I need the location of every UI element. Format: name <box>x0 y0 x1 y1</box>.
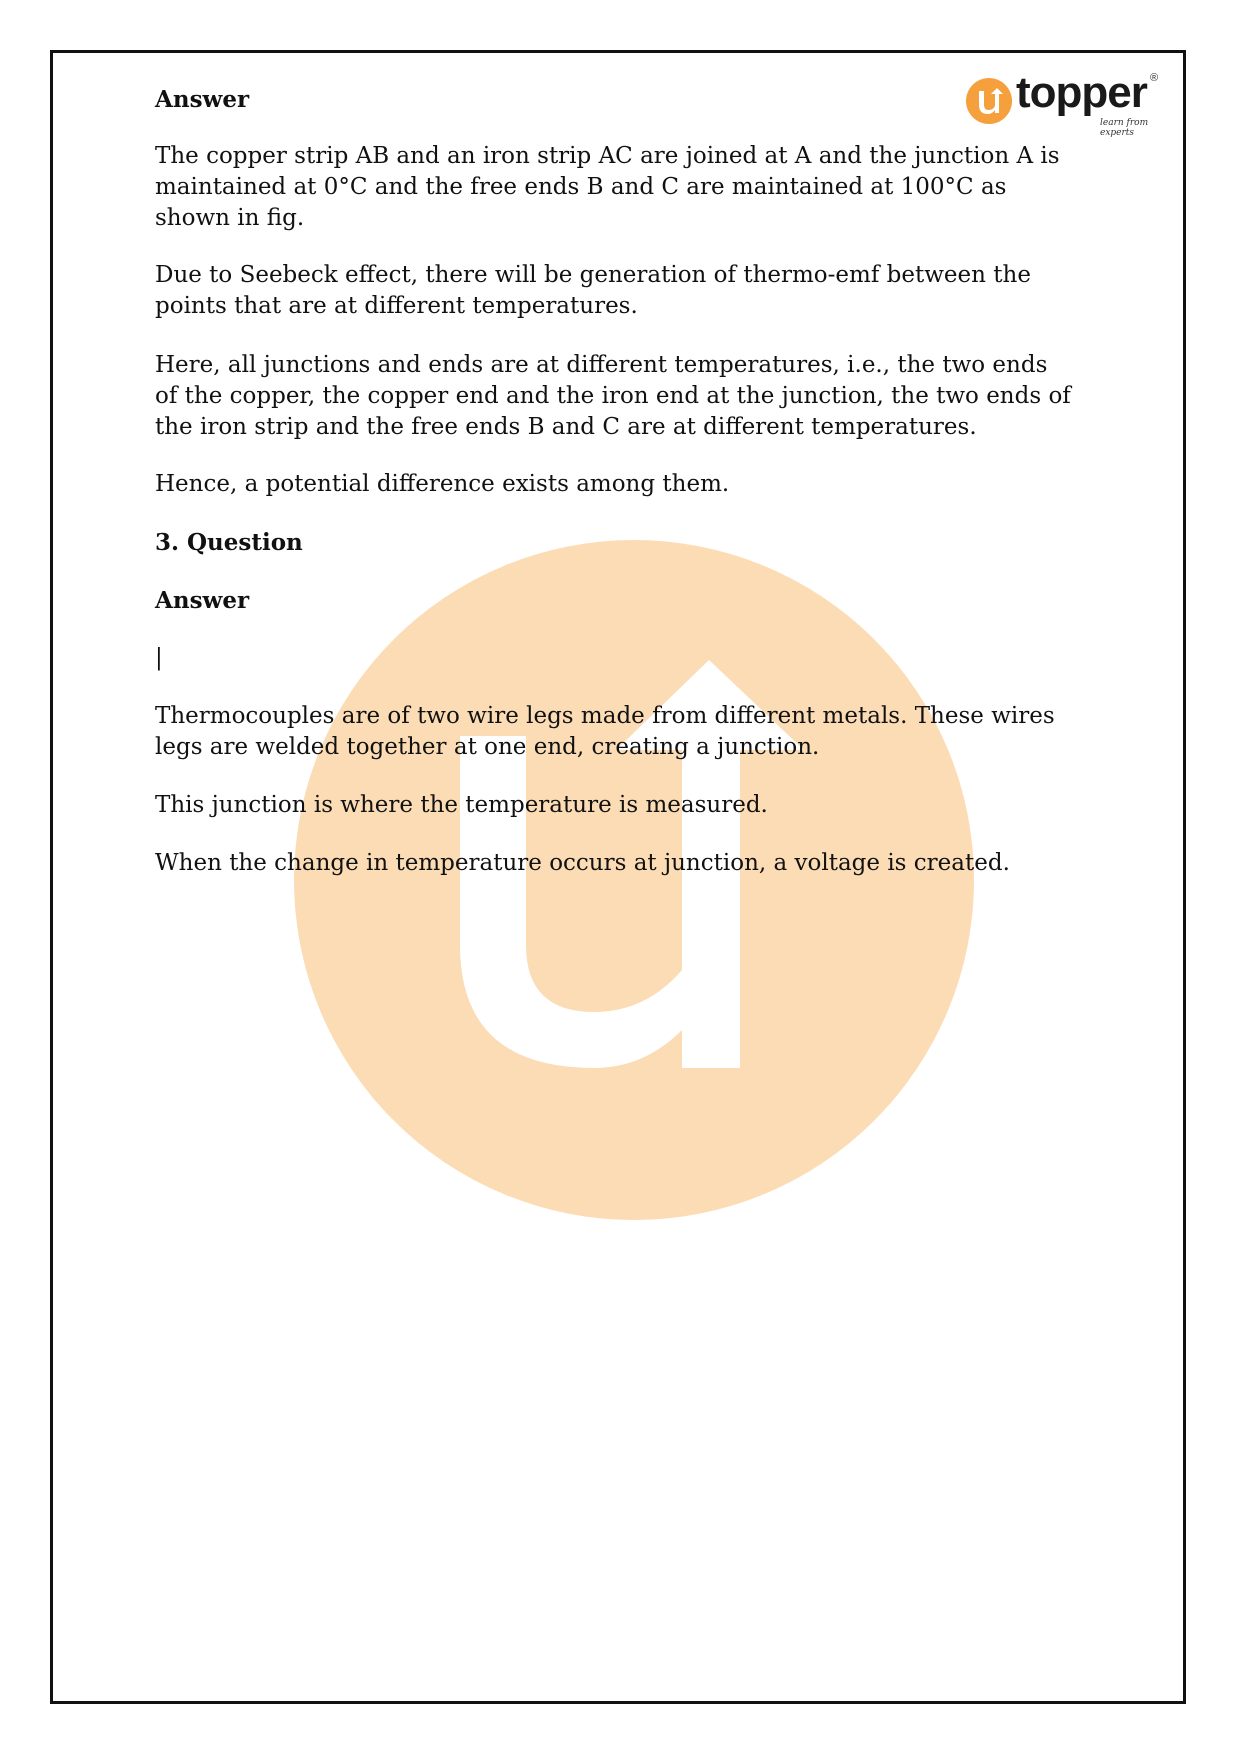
watermark-logo <box>294 540 974 1220</box>
paragraph: Hence, a potential difference exists among them. <box>155 471 730 497</box>
logo-wordmark: topper <box>1016 68 1147 117</box>
paragraph: Here, all junctions and ends are at different temperatures, i.e., the two ends of the copper, the copper end and the iron end at the junction, the two ends of the iron strip and the free ends B and C are at different temperatures. <box>155 352 1071 440</box>
watermark-circle <box>294 540 974 1220</box>
paragraph: Due to Seebeck effect, there will be generation of thermo-emf between the points that are at different temperatures. <box>155 262 1031 319</box>
logo-tagline: learn from experts <box>1100 118 1149 138</box>
paragraph: This junction is where the temperature is measured. <box>155 792 768 818</box>
registered-mark: ® <box>1150 72 1159 84</box>
answer-heading: Answer <box>155 587 250 614</box>
paragraph: Thermocouples are of two wire legs made from different metals. These wires legs are welded together at one end, creating a junction. <box>155 703 1055 760</box>
paragraph: When the change in temperature occurs at junction, a voltage is created. <box>155 850 1010 876</box>
paragraph: The copper strip AB and an iron strip AC are joined at A and the junction A is maintained at 0°C and the free ends B and C are maintained at 100°C as shown in fig. <box>155 143 1060 231</box>
question-heading: 3. Question <box>155 529 303 556</box>
answer-heading: Answer <box>155 86 250 113</box>
text-cursor: | <box>155 645 163 671</box>
